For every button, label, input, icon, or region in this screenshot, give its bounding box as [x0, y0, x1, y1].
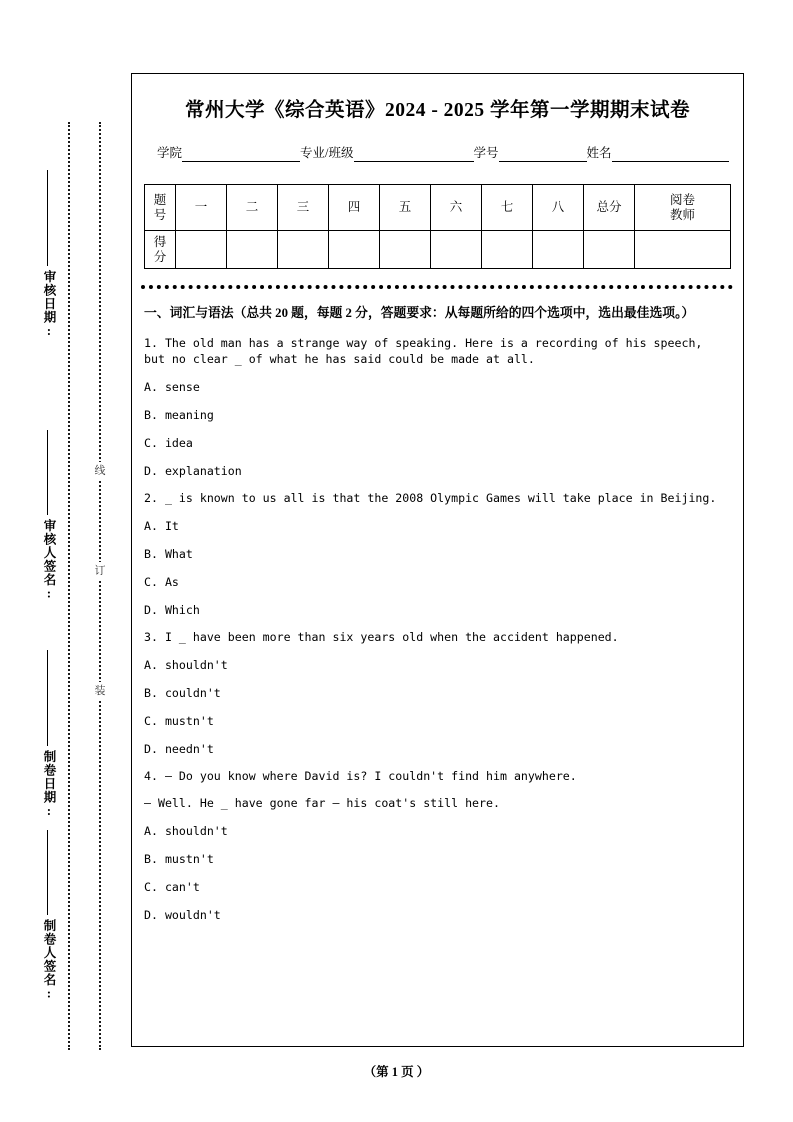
sidebar-label-preparer-signature: 制卷人签名:: [42, 919, 56, 1002]
score-col-grader: 阅卷 教师: [635, 185, 731, 231]
score-cell-8[interactable]: [533, 231, 584, 269]
question-4-stem-line-2: — Well. He _ have gone far — his coat's still here.: [144, 796, 500, 810]
score-col-5: 五: [380, 185, 431, 231]
question-4-option-a[interactable]: A. shouldn't: [144, 824, 228, 838]
score-table-row-label-question: 题 号: [145, 185, 176, 231]
signature-rule-2: [47, 430, 48, 515]
question-2-option-c[interactable]: C. As: [144, 575, 179, 589]
table-row-scores: [145, 231, 731, 269]
score-cell-3[interactable]: [278, 231, 329, 269]
question-1-stem-line-2: but no clear _ of what he has said could be made at all.: [144, 352, 535, 366]
question-3-option-a[interactable]: A. shouldn't: [144, 658, 228, 672]
info-label-major-class: 专业/班级: [300, 146, 354, 160]
left-margin-sidebar: [0, 0, 131, 1122]
fold-mark-ding: 订: [91, 562, 109, 580]
info-label-student-id: 学号: [473, 146, 499, 160]
question-4-option-c[interactable]: C. can't: [144, 880, 200, 894]
question-3-stem-line-1: 3. I _ have been more than six years old when the accident happened.: [144, 630, 619, 644]
score-col-6: 六: [431, 185, 482, 231]
page-footer: （第 1 页 ）: [363, 1065, 430, 1079]
score-col-1: 一: [176, 185, 227, 231]
question-2-stem-line-1: 2. _ is known to us all is that the 2008 Olympic Games will take place in Beijing.: [144, 491, 717, 505]
exam-paper-body: [131, 73, 744, 1047]
score-cell-4[interactable]: [329, 231, 380, 269]
sidebar-label-prepare-date: 制卷日期:: [42, 750, 56, 819]
score-cell-2[interactable]: [227, 231, 278, 269]
question-3-option-c[interactable]: C. mustn't: [144, 714, 214, 728]
score-table-row-label-score: 得 分: [145, 231, 176, 269]
score-col-8: 八: [533, 185, 584, 231]
question-1-option-c[interactable]: C. idea: [144, 436, 193, 450]
signature-rule-4: [47, 830, 48, 915]
sidebar-label-reviewer-signature: 审核人签名:: [42, 519, 56, 602]
question-2-option-d[interactable]: D. Which: [144, 603, 200, 617]
signature-rule-1: [47, 170, 48, 266]
score-cell-grader[interactable]: [635, 231, 731, 269]
sidebar-label-review-date: 审核日期:: [42, 270, 56, 339]
question-3-option-d[interactable]: D. needn't: [144, 742, 214, 756]
info-label-college: 学院: [157, 146, 183, 160]
section-divider: [141, 279, 733, 289]
dotted-fold-line-inner: [99, 122, 101, 1050]
questions-container: [144, 303, 729, 923]
info-blank-college[interactable]: [182, 148, 300, 162]
score-cell-1[interactable]: [176, 231, 227, 269]
fold-mark-zhuang: 装: [91, 682, 109, 700]
score-col-3: 三: [278, 185, 329, 231]
score-cell-5[interactable]: [380, 231, 431, 269]
score-col-2: 二: [227, 185, 278, 231]
score-cell-total[interactable]: [584, 231, 635, 269]
question-1-option-b[interactable]: B. meaning: [144, 408, 214, 422]
score-col-total: 总分: [584, 185, 635, 231]
signature-rule-3: [47, 650, 48, 746]
score-col-7: 七: [482, 185, 533, 231]
question-2-option-b[interactable]: B. What: [144, 547, 193, 561]
page-title: 常州大学《综合英语》2024 - 2025 学年第一学期期末试卷: [184, 100, 691, 121]
question-3-option-b[interactable]: B. couldn't: [144, 686, 221, 700]
question-1-option-d[interactable]: D. explanation: [144, 464, 242, 478]
student-info-row: [157, 143, 729, 162]
table-row-question-numbers: [145, 185, 731, 231]
fold-mark-xian: 线: [91, 462, 109, 480]
question-2-option-a[interactable]: A. It: [144, 519, 179, 533]
info-blank-major-class[interactable]: [354, 148, 474, 162]
question-4-option-d[interactable]: D. wouldn't: [144, 908, 221, 922]
score-col-4: 四: [329, 185, 380, 231]
info-label-name: 姓名: [586, 146, 612, 160]
score-table: [144, 184, 731, 269]
info-blank-student-id[interactable]: [499, 148, 587, 162]
question-4-option-b[interactable]: B. mustn't: [144, 852, 214, 866]
info-blank-name[interactable]: [612, 148, 729, 162]
question-1-stem-line-1: 1. The old man has a strange way of speaking. Here is a recording of his speech,: [144, 336, 703, 350]
question-4-stem-line-1: 4. — Do you know where David is? I couldn't find him anywhere.: [144, 769, 577, 783]
question-1-option-a[interactable]: A. sense: [144, 380, 200, 394]
dotted-fold-line-outer: [68, 122, 70, 1050]
score-cell-6[interactable]: [431, 231, 482, 269]
score-cell-7[interactable]: [482, 231, 533, 269]
section-heading: 一、词汇与语法（总共 20 题，每题 2 分，答题要求：从每题所给的四个选项中，选出最佳选项。）: [144, 306, 695, 320]
